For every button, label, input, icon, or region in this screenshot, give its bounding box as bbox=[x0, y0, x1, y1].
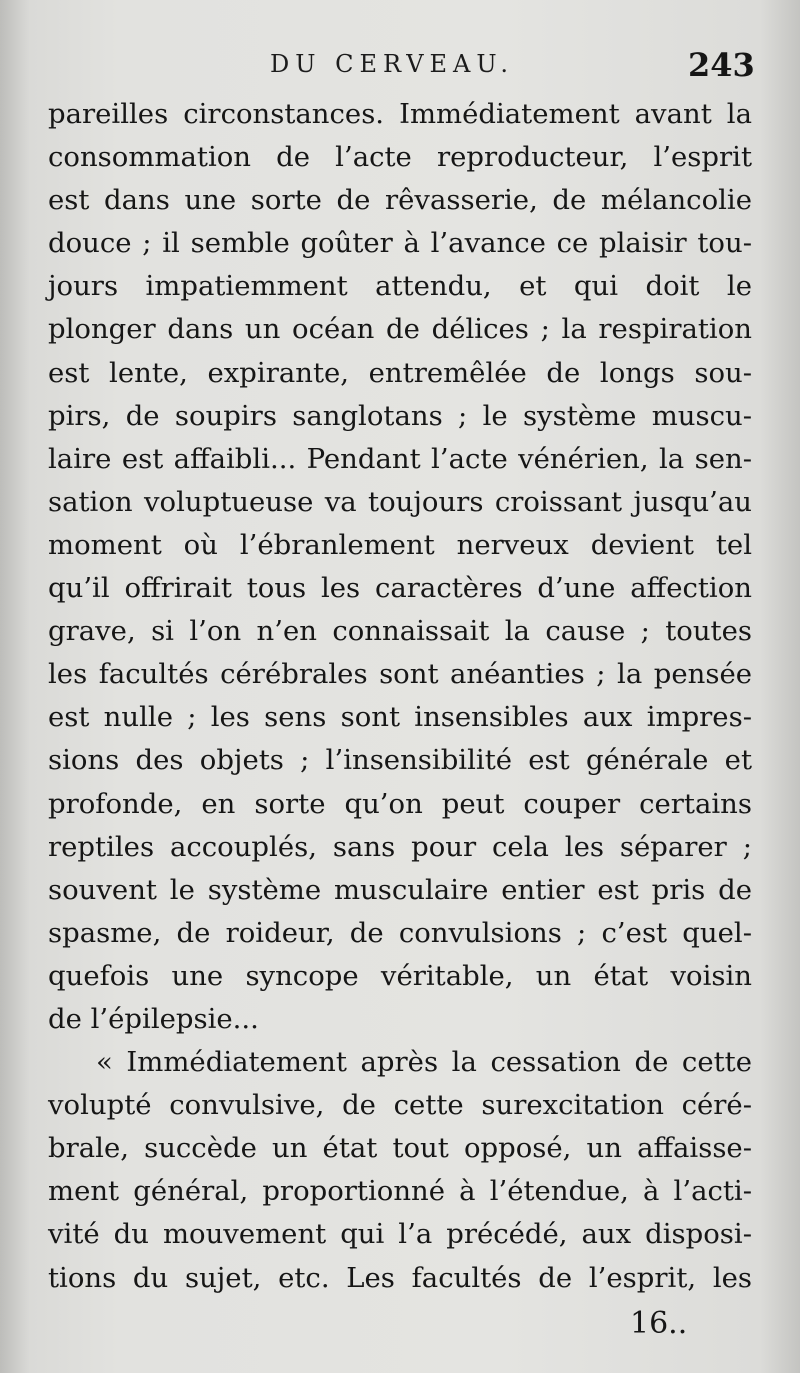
text-line: les facultés cérébrales sont anéanties ; la pensée bbox=[48, 658, 752, 691]
text-line: sation voluptueuse va toujours croissant jusqu’au bbox=[48, 485, 752, 518]
text-line: ment général, proportionné à l’étendue, à l’acti- bbox=[48, 1175, 752, 1208]
paragraph-1 bbox=[48, 93, 752, 1041]
body-text bbox=[48, 93, 752, 1300]
signature-mark: 16.. bbox=[630, 1306, 688, 1341]
running-head: DU CERVEAU. bbox=[270, 50, 515, 78]
text-line: sions des objets ; l’insensibilité est générale et bbox=[48, 744, 752, 777]
text-line: pareilles circonstances. Immédiatement avant la bbox=[48, 98, 752, 130]
text-line: grave, si l’on n’en connaissait la cause ; toutes bbox=[48, 615, 752, 648]
text-line: laire est affaibli... Pendant l’acte vénérien, la sen- bbox=[48, 442, 752, 475]
text-line: consommation de l’acte reproducteur, l’esprit bbox=[48, 141, 752, 174]
text-line: « Immédiatement après la cessation de cette bbox=[96, 1046, 752, 1079]
page-header bbox=[0, 46, 800, 86]
paragraph-2 bbox=[48, 1041, 752, 1300]
text-line: volupté convulsive, de cette surexcitation céré- bbox=[48, 1089, 752, 1122]
text-line: douce ; il semble goûter à l’avance ce plaisir tou- bbox=[48, 227, 752, 260]
text-line: reptiles accouplés, sans pour cela les séparer ; bbox=[48, 830, 752, 863]
text-line: est lente, expirante, entremêlée de longs sou- bbox=[48, 356, 752, 389]
text-line: tions du sujet, etc. Les facultés de l’esprit, les bbox=[48, 1261, 752, 1294]
text-line: est dans une sorte de rêvasserie, de mélancolie bbox=[48, 184, 752, 217]
text-line: jours impatiemment attendu, et qui doit le bbox=[48, 270, 752, 303]
text-line: plonger dans un océan de délices ; la respiration bbox=[48, 313, 752, 346]
text-line: moment où l’ébranlement nerveux devient tel bbox=[48, 528, 752, 561]
page-number: 243 bbox=[688, 46, 755, 84]
text-line: qu’il offrirait tous les caractères d’une affection bbox=[48, 572, 752, 605]
text-line: souvent le système musculaire entier est pris de bbox=[48, 873, 752, 906]
text-line: spasme, de roideur, de convulsions ; c’est quel- bbox=[48, 916, 752, 949]
text-line: brale, succède un état tout opposé, un affaisse- bbox=[48, 1132, 752, 1165]
text-line: de l’épilepsie... bbox=[48, 1002, 259, 1035]
text-line: profonde, en sorte qu’on peut couper certains bbox=[48, 787, 752, 820]
text-line: quefois une syncope véritable, un état voisin bbox=[48, 959, 752, 992]
text-line: est nulle ; les sens sont insensibles aux impres- bbox=[48, 701, 752, 734]
text-line: vité du mouvement qui l’a précédé, aux disposi- bbox=[48, 1218, 752, 1251]
text-line: pirs, de soupirs sanglotans ; le système muscu- bbox=[48, 399, 752, 432]
